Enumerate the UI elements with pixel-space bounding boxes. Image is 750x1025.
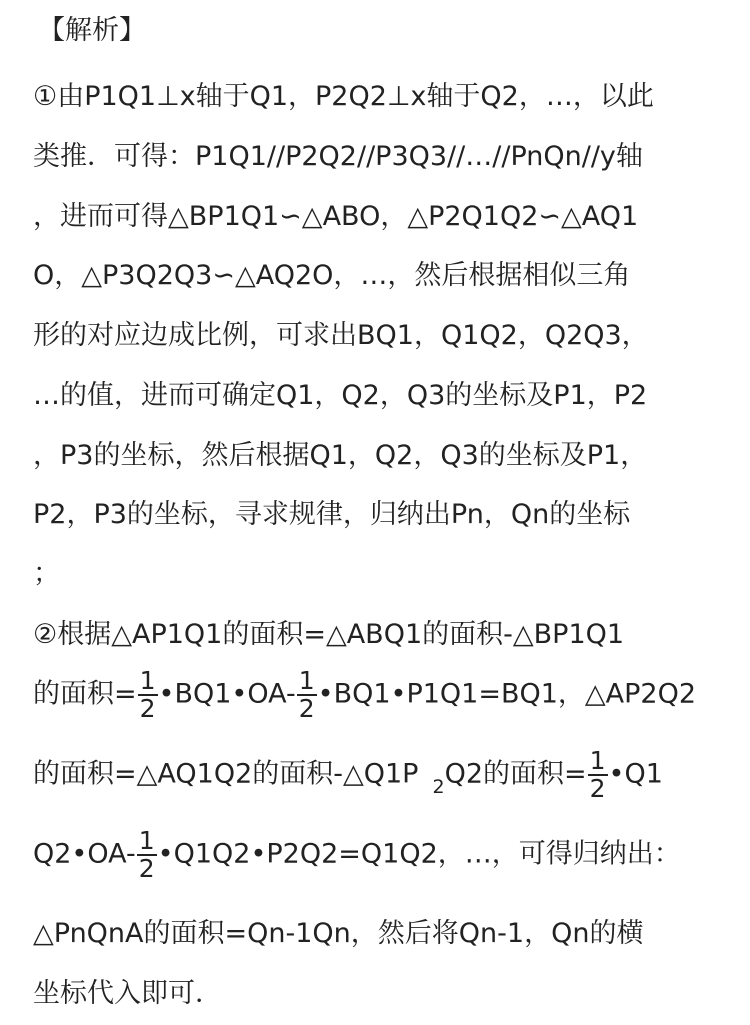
text-segment: Q2•OA- [33,838,136,870]
text-segment: 的面积=△AQ1Q2的面积-△Q1P [33,758,419,790]
fraction [138,668,158,722]
fraction-numerator: 1 [139,666,156,695]
text-segment: •Q1Q2•P2Q2=Q1Q2，…，可得归纳出： [157,838,681,870]
text-line-3: ，进而可得△BP1Q1∽△ABO，△P2Q1Q2∽△AQ1 [33,201,639,232]
fraction [297,668,317,722]
text-segment: •Q1 [608,758,663,790]
text-segment: •BQ1•OA- [158,678,296,710]
text-line-13 [33,828,681,882]
text-line-12 [33,748,663,802]
text-line-9: ； [33,558,60,589]
subscript: 2 [432,775,445,798]
fraction-denominator: 2 [589,774,606,803]
fraction-numerator: 1 [138,826,155,855]
fraction [588,748,608,802]
fraction-numerator: 1 [298,666,315,695]
fraction-denominator: 2 [298,694,315,723]
fraction-denominator: 2 [138,854,155,883]
text-segment: •BQ1•P1Q1=BQ1，△AP2Q2 [317,678,697,710]
text-line-11 [33,668,696,722]
fraction [137,828,157,882]
text-segment: 的面积= [33,678,137,710]
text-line-15: 坐标代入即可． [33,978,222,1009]
text-line-10: ②根据△AP1Q1的面积=△ABQ1的面积-△BP1Q1 [33,619,625,650]
heading: 【解析】 [38,15,146,46]
text-line-14: △PnQnA的面积=Qn-1Qn，然后将Qn-1，Qn的横 [33,918,644,949]
text-line-2: 类推．可得：P1Q1//P2Q2//P3Q3//…//PnQn//y轴 [33,141,643,172]
text-line-8: P2，P3的坐标，寻求规律，归纳出Pn，Qn的坐标 [33,499,631,530]
text-line-4: O，△P3Q2Q3∽△AQ2O，…，然后根据相似三角 [33,260,631,291]
text-line-6: …的值，进而可确定Q1，Q2，Q3的坐标及P1，P2 [33,380,648,411]
text-segment: Q2的面积= [444,758,587,790]
text-line-5: 形的对应边成比例，可求出BQ1，Q1Q2，Q2Q3， [33,320,649,351]
text-line-7: ，P3的坐标，然后根据Q1，Q2，Q3的坐标及P1， [33,440,648,471]
fraction-numerator: 1 [589,746,606,775]
text-line-1: ①由P1Q1⊥x轴于Q1，P2Q2⊥x轴于Q2，…，以此 [33,81,654,112]
fraction-denominator: 2 [139,694,156,723]
